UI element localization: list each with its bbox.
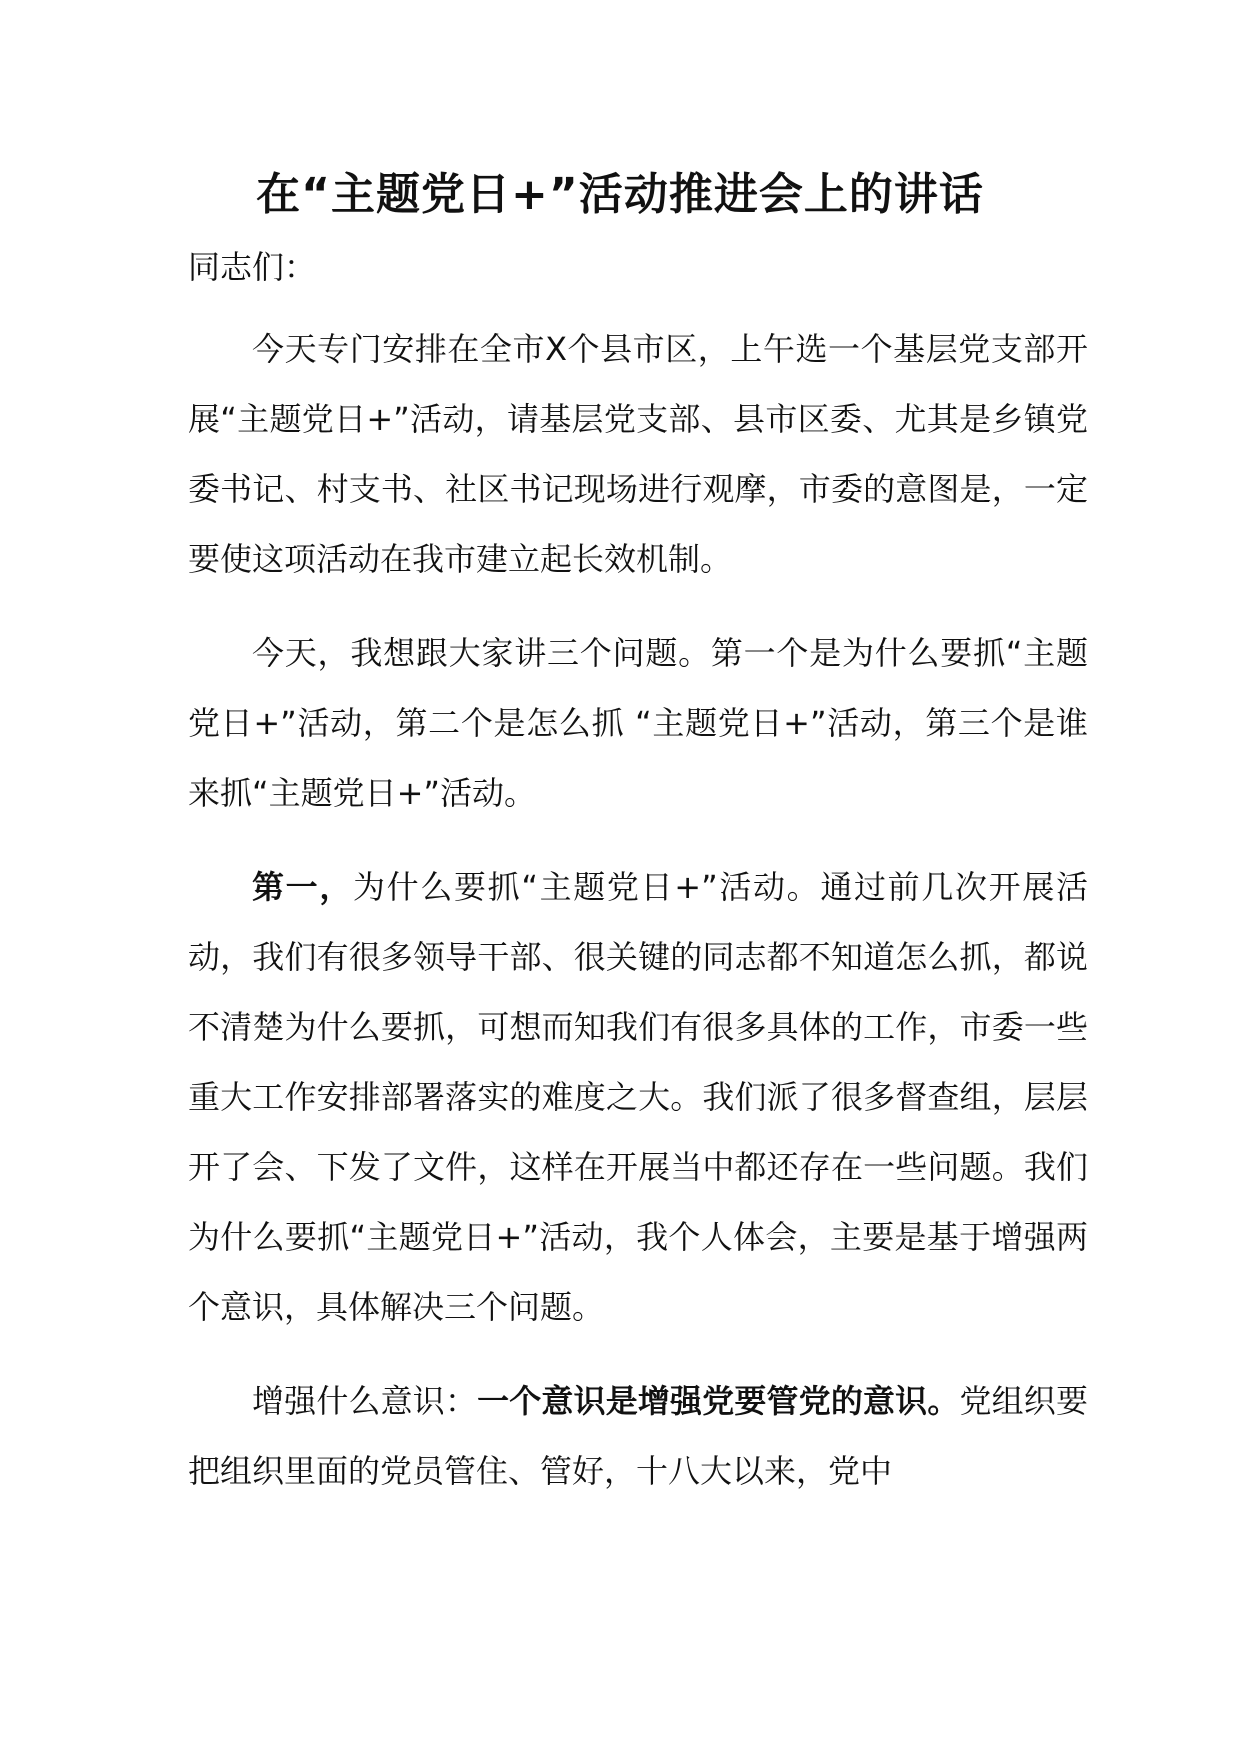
paragraph-awareness (188, 1366, 1088, 1506)
awareness-lead: 增强什么意识： (252, 1382, 478, 1420)
paragraph-three-questions (188, 618, 1088, 828)
document-body (188, 232, 1088, 1530)
paragraph-first-point (188, 852, 1088, 1342)
paragraph-three-questions-text: 今天，我想跟大家讲三个问题。第一个是为什么要抓“主题党日+”活动，第二个是怎么抓 “主题党日+”活动，第三个是谁来抓“主题党日+”活动。 (188, 634, 1088, 812)
paragraph-intro-text: 今天专门安排在全市X个县市区，上午选一个基层党支部开展“主题党日+”活动，请基层党支部、县市区委、尤其是乡镇党委书记、村支书、社区书记现场进行观摩，市委的意图是，一定要使这项活动在我市建立起长效机制。 (188, 330, 1088, 578)
awareness-text: 党组织要把组织里面的党员管住、管好，十八大以来，党中 (188, 1382, 1088, 1490)
first-point-text: 为什么要抓“主题党日+”活动。通过前几次开展活动，我们有很多领导干部、很关键的同志都不知道怎么抓，都说不清楚为什么要抓，可想而知我们有很多具体的工作，市委一些重大工作安排部署落实的难度之大。我们派了很多督查组，层层开了会、下发了文件，这样在开展当中都还存在一些问题。我们为什么要抓“主题党日+”活动，我个人体会，主要是基于增强两个意识，具体解决三个问题。 (188, 868, 1088, 1326)
salutation: 同志们： (188, 248, 317, 286)
paragraph-intro (188, 314, 1088, 594)
document-title: 在“主题党日+”活动推进会上的讲话 (256, 169, 984, 220)
awareness-bold-statement: 一个意识是增强党要管党的意识。 (477, 1382, 960, 1420)
first-point-heading: 第一， (252, 868, 354, 906)
